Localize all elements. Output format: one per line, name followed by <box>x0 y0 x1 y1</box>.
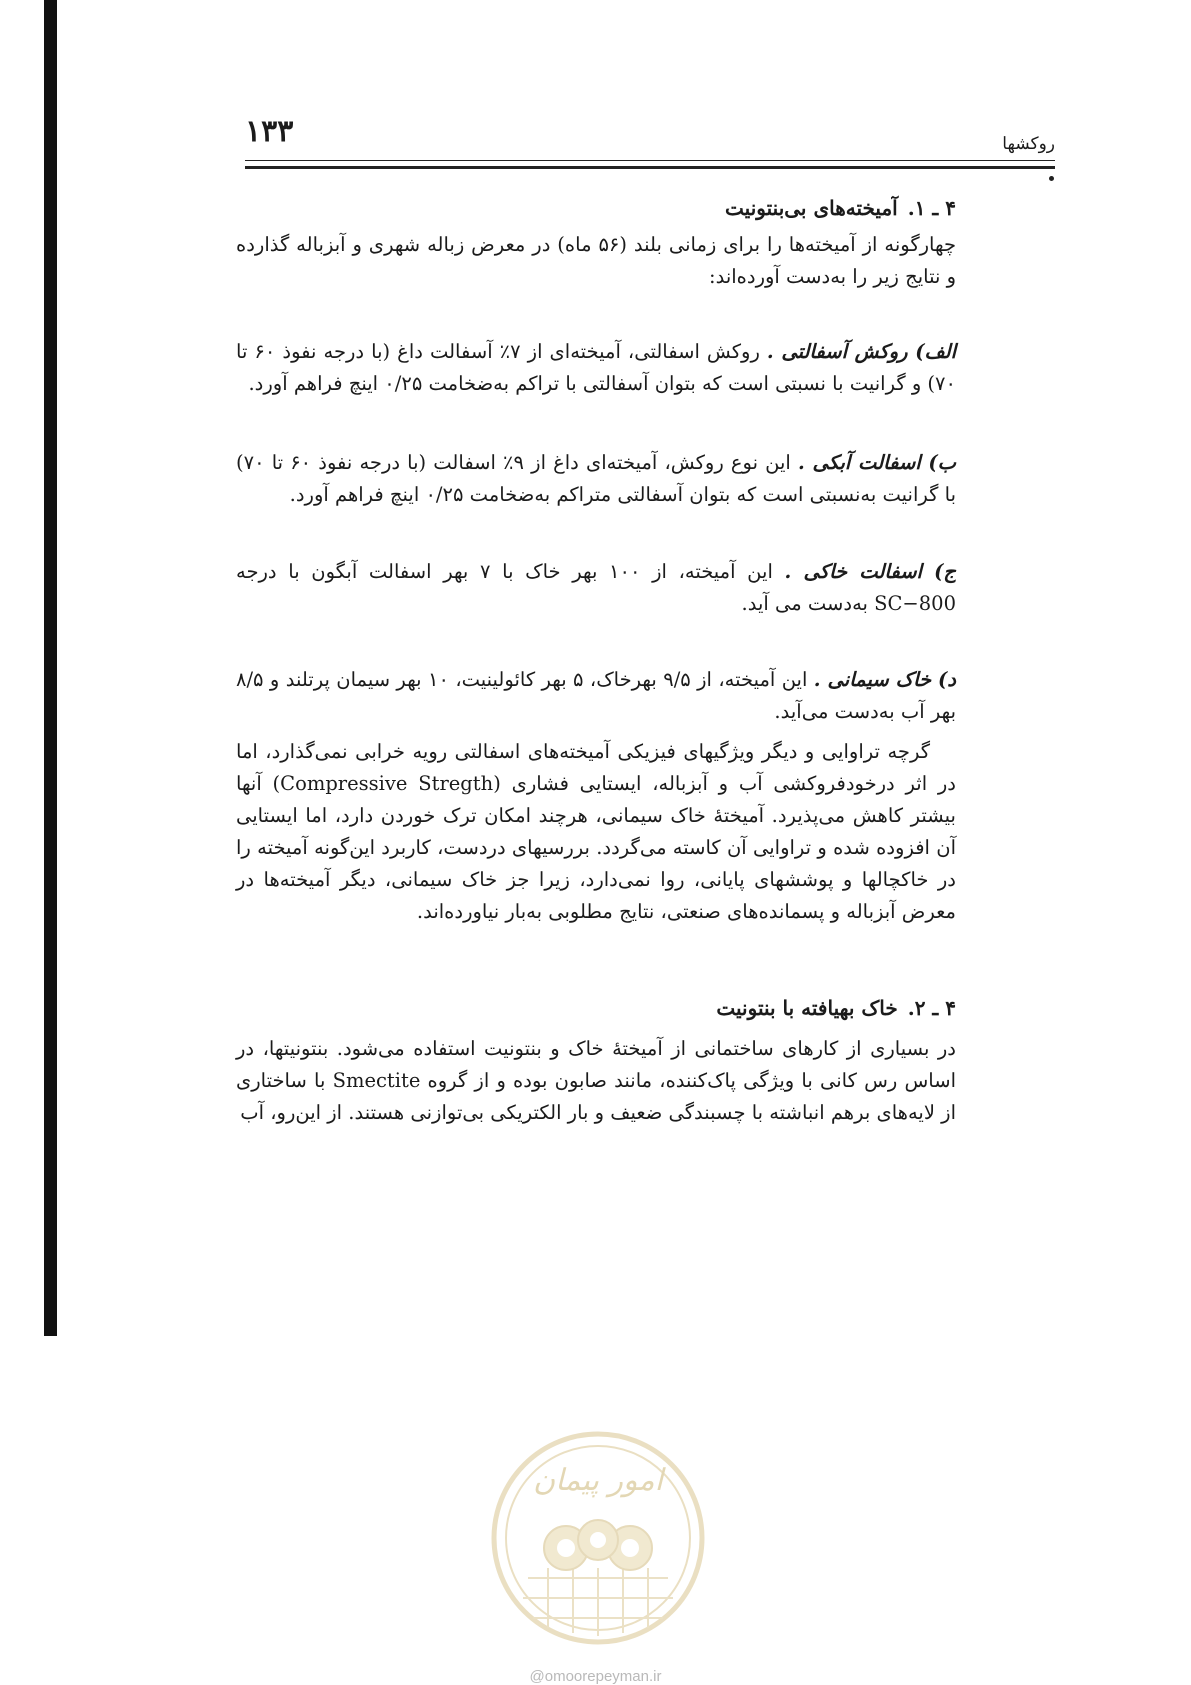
list-item-text: روکش اسفالتی، آمیخته‌ای از ۷٪ آسفالت داغ (با درجه نفوذ ۶۰ تا ۷۰) و گرانیت با نسبتی است که بتوان آسفالتی با تراکم به‌ضخامت ۰/۲۵ اینچ فراهم آورد. <box>236 340 956 395</box>
list-item-b <box>236 447 956 511</box>
list-item-text: این آمیخته، از ۹/۵ بهرخاک، ۵ بهر کائولینیت، ۱۰ بهر سیمان پرتلند و ۸/۵ بهر آب به‌دست می‌آید. <box>236 668 956 723</box>
discussion-paragraph: گرچه تراوایی و دیگر ویژگیهای فیزیکی آمیخته‌های اسفالتی رویه خرابی نمی‌گذارد، اما در اثر درخودفروکشی آب و آبزباله، ایستایی فشاری (Compressive Stregth) آنها بیشتر کاهش می‌پذیرد. آمیختهٔ خاک سیمانی، هرچند امکان ترک خوردن دارد، اما ایستایی آن افزوده شده و تراوایی آن کاسته می‌گردد. بررسیهای دردست، کاربرد این‌گونه آمیخته را در خاکچالها و پوششهای پایانی، روا نمی‌دارد، زیرا جز خاک سیمانی، دیگر آمیخته‌ها در معرض آبزباله و پسمانده‌های صنعتی، نتایج مطلوبی به‌بار نیاورده‌اند. <box>236 740 956 923</box>
watermark-site: @omoorepeyman.ir <box>529 1668 662 1685</box>
section-number: ۴ ـ ۲. <box>907 996 956 1020</box>
section-title: خاک بهیافته با بنتونیت <box>716 996 898 1020</box>
scan-speck <box>1049 176 1054 181</box>
binding-edge <box>44 0 57 1336</box>
list-item-a <box>236 336 956 400</box>
section-heading-2 <box>236 993 956 1023</box>
header-rule-thick <box>245 166 1055 169</box>
list-item-text: این نوع روکش، آمیخته‌ای داغ از ۹٪ اسفالت (با درجه نفوذ ۶۰ تا ۷۰) با گرانیت به‌نسبتی است که بتوان آسفالتی متراکم به‌ضخامت ۰/۲۵ اینچ فراهم آورد. <box>236 451 956 506</box>
page-number: ۱۳۳ <box>245 114 294 149</box>
section-number: ۴ ـ ۱. <box>907 196 956 220</box>
header-rule-thin <box>245 160 1055 161</box>
list-item-lead: الف) روکش آسفالتی . <box>766 340 956 363</box>
list-item-text: این آمیخته، از ۱۰۰ بهر خاک با ۷ بهر اسفالت آبگون با درجه SC−800 به‌دست می آید. <box>236 560 956 615</box>
section-title: آمیخته‌های بی‌بنتونیت <box>725 196 898 220</box>
list-item-lead: ج) اسفالت خاکی . <box>784 560 956 583</box>
list-item-c <box>236 556 956 620</box>
watermark-logo <box>488 1428 708 1648</box>
section-2-paragraph: در بسیاری از کارهای ساختمانی از آمیختهٔ خاک و بنتونیت استفاده می‌شود. بنتونیتها، در اساس رس کانی با ویژگی پاک‌کننده، مانند صابون بوده و از گروه Smectite با ساختاری از لایه‌های برهم انباشته با چسبندگی ضعیف و بار الکتریکی بی‌توازنی هستند. از این‌رو، آب <box>236 1037 956 1124</box>
list-item-lead: د) خاک سیمانی . <box>813 668 956 691</box>
list-item-lead: ب) اسفالت آبکی . <box>797 451 956 474</box>
running-title: روکشها <box>1002 134 1055 154</box>
section-intro: چهارگونه از آمیخته‌ها را برای زمانی بلند (۵۶ ماه) در معرض زباله شهری و آبزباله گذارده و نتایج زیر را به‌دست آورده‌اند: <box>236 233 957 288</box>
section-heading-1 <box>236 193 956 223</box>
watermark-logo-text: امور پیمان <box>533 1463 663 1498</box>
page-header <box>245 110 1055 170</box>
list-item-d <box>236 664 956 728</box>
